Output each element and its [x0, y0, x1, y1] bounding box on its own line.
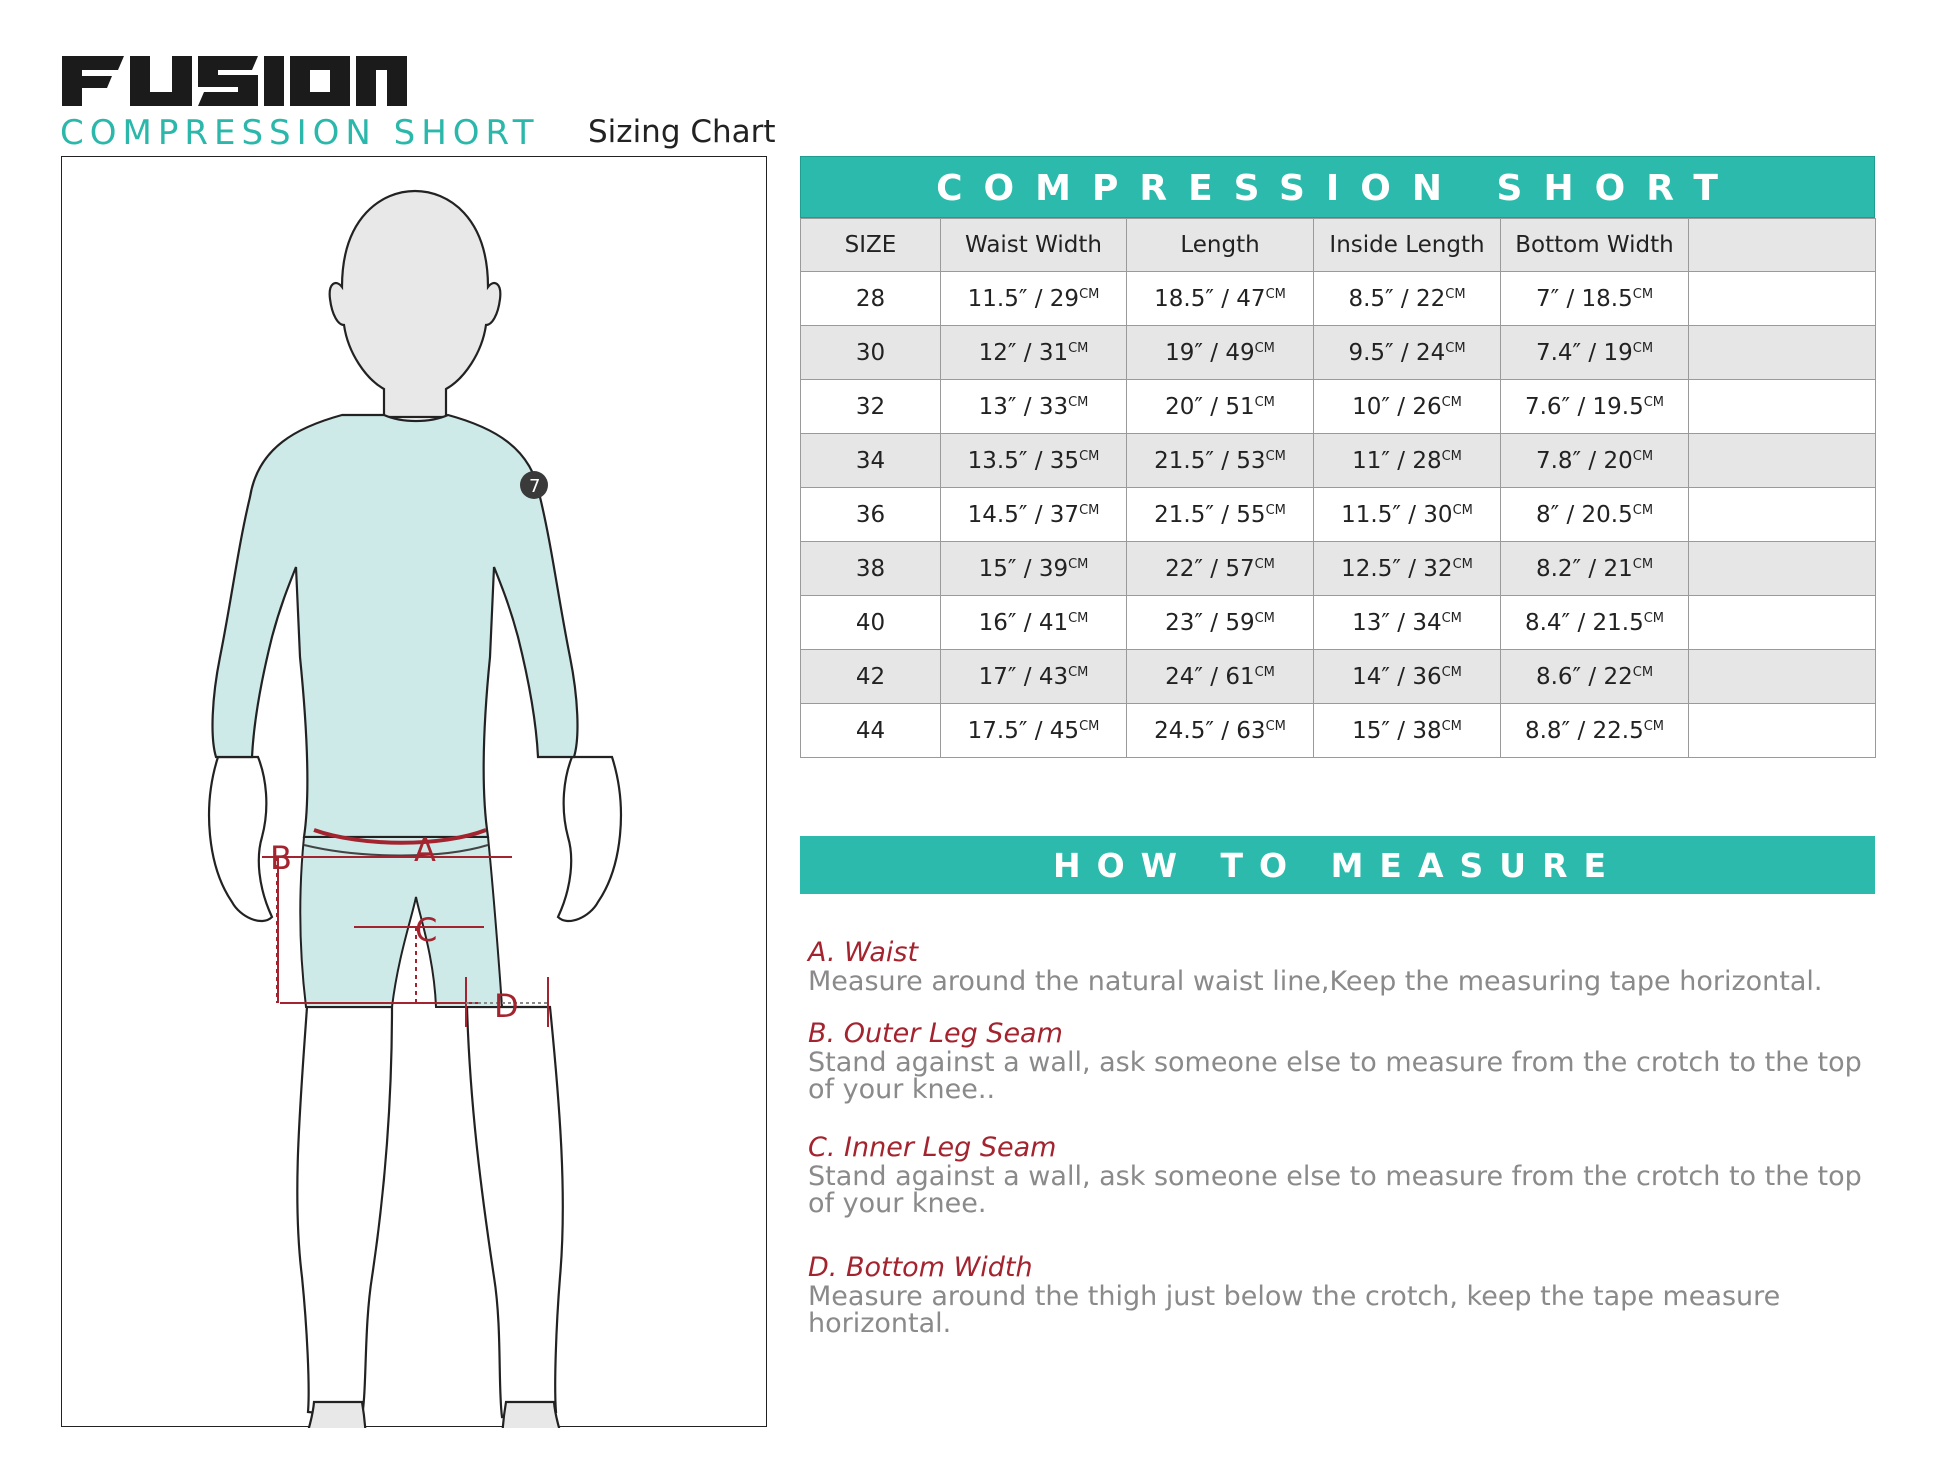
measure-cell — [1314, 542, 1501, 596]
measure-cell — [1689, 650, 1876, 704]
marker-a: A — [414, 831, 436, 869]
measure-cell — [1501, 596, 1689, 650]
unit-suffix: CM — [1254, 556, 1275, 572]
measure-cell — [1689, 434, 1876, 488]
measure-cell — [1127, 434, 1314, 488]
measure-cell — [1314, 380, 1501, 434]
measure-value: 7″ / 18.5 — [1535, 285, 1633, 312]
header-length: Length — [1127, 219, 1314, 272]
unit-suffix: CM — [1632, 556, 1654, 572]
unit-suffix: CM — [1445, 340, 1466, 356]
measure-cell — [1127, 596, 1314, 650]
instruction-heading: D. Bottom Width — [808, 1252, 1033, 1283]
unit-suffix: CM — [1254, 394, 1275, 410]
marker-d: D — [494, 987, 519, 1025]
measure-cell — [1314, 650, 1501, 704]
brand-logo — [62, 50, 407, 110]
measure-cell — [941, 488, 1127, 542]
marker-b: B — [270, 839, 292, 877]
measure-cell — [1501, 380, 1689, 434]
table-row — [801, 488, 1876, 542]
measure-cell — [1689, 488, 1876, 542]
measure-value: 8″ / 20.5 — [1535, 501, 1633, 528]
measure-cell — [941, 596, 1127, 650]
instructions — [808, 938, 1878, 1337]
unit-suffix: CM — [1441, 610, 1462, 626]
unit-suffix: CM — [1254, 610, 1275, 626]
sizing-chart-label: Sizing Chart — [588, 114, 776, 150]
measure-cell — [1689, 542, 1876, 596]
unit-suffix: CM — [1068, 340, 1089, 356]
unit-suffix: CM — [1632, 664, 1654, 680]
instruction-heading: B. Outer Leg Seam — [808, 1018, 1063, 1049]
size-cell: 42 — [801, 650, 941, 704]
unit-suffix: CM — [1632, 340, 1654, 356]
measure-cell — [1689, 704, 1876, 758]
measure-value: 16″ / 41 — [978, 609, 1069, 636]
unit-suffix: CM — [1079, 448, 1100, 464]
measure-value: 15″ / 39 — [978, 555, 1069, 582]
measure-cell — [941, 380, 1127, 434]
measure-cell — [1689, 380, 1876, 434]
measure-value: 12″ / 31 — [978, 339, 1069, 366]
table-header-row — [801, 219, 1876, 272]
unit-suffix: CM — [1265, 718, 1286, 734]
measure-cell — [1501, 704, 1689, 758]
measure-value: 14″ / 36 — [1352, 663, 1442, 690]
measure-value: 8.8″ / 22.5 — [1524, 717, 1644, 744]
unit-suffix: CM — [1445, 286, 1466, 302]
size-cell: 40 — [801, 596, 941, 650]
unit-suffix: CM — [1632, 448, 1654, 464]
unit-suffix: CM — [1068, 610, 1089, 626]
measure-cell — [1127, 488, 1314, 542]
measure-value: 13″ / 33 — [978, 393, 1069, 420]
table-row — [801, 326, 1876, 380]
table-row — [801, 542, 1876, 596]
unit-suffix: CM — [1079, 718, 1100, 734]
size-cell: 36 — [801, 488, 941, 542]
measure-value: 8.2″ / 21 — [1535, 555, 1633, 582]
instruction-text: Measure around the thigh just below the crotch, keep the tape measure horizontal. — [808, 1281, 1781, 1339]
measure-cell — [1127, 704, 1314, 758]
measure-cell — [1501, 650, 1689, 704]
instruction-text: Measure around the natural waist line,Keep the measuring tape horizontal. — [808, 966, 1823, 997]
measure-cell — [1501, 542, 1689, 596]
measure-cell — [1127, 326, 1314, 380]
measure-value: 8.5″ / 22 — [1348, 285, 1446, 312]
header-size: SIZE — [801, 219, 941, 272]
measure-value: 11.5″ / 30 — [1341, 501, 1453, 528]
unit-suffix: CM — [1441, 664, 1462, 680]
size-cell: 28 — [801, 272, 941, 326]
marker-c: C — [415, 911, 438, 949]
measure-cell — [1127, 380, 1314, 434]
instruction-waist — [808, 938, 1878, 1019]
unit-suffix: CM — [1265, 448, 1286, 464]
measure-value: 8.4″ / 21.5 — [1524, 609, 1644, 636]
table-row — [801, 650, 1876, 704]
instruction-text: Stand against a wall, ask someone else to measure from the crotch to the top of your knee.. — [808, 1047, 1862, 1105]
measure-value: 24″ / 61 — [1165, 663, 1255, 690]
measure-value: 21.5″ / 53 — [1154, 447, 1266, 474]
header-bottom-width: Bottom Width — [1501, 219, 1689, 272]
instruction-heading: C. Inner Leg Seam — [808, 1132, 1057, 1163]
instruction-outer-leg — [808, 1019, 1878, 1133]
unit-suffix: CM — [1068, 394, 1089, 410]
measure-cell — [1127, 650, 1314, 704]
measure-value: 11.5″ / 29 — [967, 285, 1080, 312]
measure-cell — [1501, 434, 1689, 488]
table-title: COMPRESSION SHORT — [800, 156, 1875, 218]
unit-suffix: CM — [1632, 286, 1654, 302]
measure-cell — [941, 434, 1127, 488]
measure-value: 23″ / 59 — [1165, 609, 1255, 636]
unit-suffix: CM — [1254, 340, 1275, 356]
svg-text:7: 7 — [529, 476, 541, 497]
size-cell: 32 — [801, 380, 941, 434]
unit-suffix: CM — [1265, 502, 1286, 518]
table-row — [801, 596, 1876, 650]
measure-value: 7.8″ / 20 — [1535, 447, 1633, 474]
measure-cell — [1689, 272, 1876, 326]
measure-value: 15″ / 38 — [1352, 717, 1442, 744]
instruction-inner-leg — [808, 1133, 1878, 1253]
unit-suffix: CM — [1643, 610, 1665, 626]
measure-value: 12.5″ / 32 — [1341, 555, 1453, 582]
measure-cell — [1127, 272, 1314, 326]
unit-suffix: CM — [1441, 448, 1462, 464]
measure-cell — [1314, 272, 1501, 326]
measure-value: 10″ / 26 — [1352, 393, 1442, 420]
measure-cell — [941, 650, 1127, 704]
measure-cell — [1314, 326, 1501, 380]
measure-cell — [941, 542, 1127, 596]
unit-suffix: CM — [1265, 286, 1286, 302]
measure-cell — [1314, 434, 1501, 488]
measure-value: 7.6″ / 19.5 — [1524, 393, 1644, 420]
instruction-text: Stand against a wall, ask someone else to measure from the crotch to the top of your knee. — [808, 1161, 1862, 1219]
measure-value: 13″ / 34 — [1352, 609, 1442, 636]
unit-suffix: CM — [1632, 502, 1654, 518]
measure-value: 22″ / 57 — [1165, 555, 1255, 582]
size-cell: 30 — [801, 326, 941, 380]
unit-suffix: CM — [1441, 718, 1462, 734]
measure-value: 8.6″ / 22 — [1535, 663, 1633, 690]
measure-value: 19″ / 49 — [1165, 339, 1255, 366]
measure-value: 14.5″ / 37 — [967, 501, 1080, 528]
body-diagram — [61, 156, 767, 1427]
measure-cell — [1314, 704, 1501, 758]
measure-value: 9.5″ / 24 — [1348, 339, 1446, 366]
measure-cell — [941, 326, 1127, 380]
measure-value: 13.5″ / 35 — [967, 447, 1080, 474]
unit-suffix: CM — [1068, 556, 1089, 572]
table-row — [801, 272, 1876, 326]
measure-cell — [1689, 596, 1876, 650]
size-cell: 34 — [801, 434, 941, 488]
unit-suffix: CM — [1079, 286, 1100, 302]
measure-value: 24.5″ / 63 — [1154, 717, 1266, 744]
measure-value: 18.5″ / 47 — [1154, 285, 1266, 312]
size-cell: 38 — [801, 542, 941, 596]
measure-cell — [1501, 488, 1689, 542]
measure-cell — [1127, 542, 1314, 596]
measure-value: 20″ / 51 — [1165, 393, 1255, 420]
measure-cell — [1314, 488, 1501, 542]
unit-suffix: CM — [1079, 502, 1100, 518]
size-table — [800, 156, 1875, 758]
header-empty — [1689, 219, 1876, 272]
measure-cell — [941, 704, 1127, 758]
unit-suffix: CM — [1643, 394, 1665, 410]
measure-cell — [941, 272, 1127, 326]
unit-suffix: CM — [1254, 664, 1275, 680]
measure-cell — [1501, 272, 1689, 326]
unit-suffix: CM — [1643, 718, 1665, 734]
header-waist-width: Waist Width — [941, 219, 1127, 272]
unit-suffix: CM — [1441, 394, 1462, 410]
measure-value: 11″ / 28 — [1352, 447, 1442, 474]
measure-value: 7.4″ / 19 — [1535, 339, 1633, 366]
table-row — [801, 380, 1876, 434]
measure-value: 17.5″ / 45 — [967, 717, 1080, 744]
measure-cell — [1501, 326, 1689, 380]
header-inside-length: Inside Length — [1314, 219, 1501, 272]
instruction-heading: A. Waist — [808, 937, 919, 968]
table-row — [801, 434, 1876, 488]
measure-cell — [1314, 596, 1501, 650]
instruction-bottom-width — [808, 1253, 1878, 1337]
table-row — [801, 704, 1876, 758]
size-cell: 44 — [801, 704, 941, 758]
measure-cell — [1689, 326, 1876, 380]
how-to-title: HOW TO MEASURE — [800, 836, 1875, 894]
unit-suffix: CM — [1452, 556, 1473, 572]
unit-suffix: CM — [1068, 664, 1089, 680]
measure-value: 17″ / 43 — [978, 663, 1069, 690]
unit-suffix: CM — [1452, 502, 1473, 518]
measure-value: 21.5″ / 55 — [1154, 501, 1266, 528]
product-subtitle: COMPRESSION SHORT — [60, 113, 540, 153]
